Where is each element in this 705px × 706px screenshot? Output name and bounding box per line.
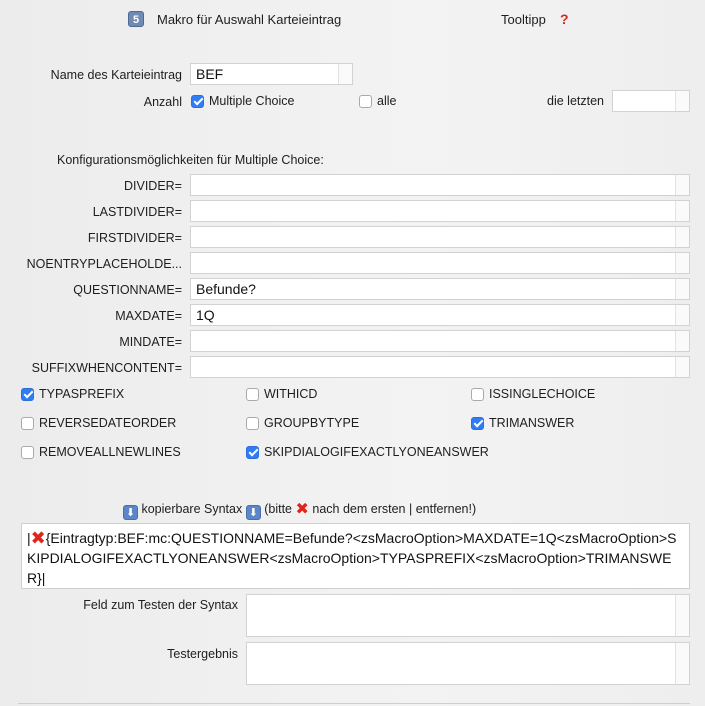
multiple-choice-checkbox[interactable]: [191, 94, 294, 108]
syntax-heading: [123, 501, 476, 520]
trimanswer-check-icon: [471, 417, 484, 430]
entry-name-value: BEF: [196, 66, 224, 82]
arrow-down-icon: ⬇: [123, 505, 138, 520]
test-result-label: Testergebnis: [167, 647, 238, 661]
suffixwhencontent-scrollbar[interactable]: [675, 357, 689, 377]
issinglechoice-checkbox[interactable]: [471, 387, 595, 401]
groupbytype-checkbox[interactable]: [246, 416, 359, 430]
firstdivider-scrollbar[interactable]: [675, 227, 689, 247]
removeallnewlines-check-icon: [21, 446, 34, 459]
anzahl-label: Anzahl: [143, 95, 182, 109]
lastdivider-scrollbar[interactable]: [675, 201, 689, 221]
test-field-label: Feld zum Testen der Syntax: [83, 598, 238, 612]
alle-check-icon: [359, 95, 372, 108]
typasprefix-check-icon: [21, 388, 34, 401]
entry-name-scrollbar[interactable]: [338, 64, 352, 84]
test-result-field[interactable]: [246, 642, 690, 685]
die-letzten-label: die letzten: [547, 94, 604, 108]
config-heading: Konfigurationsmöglichkeiten für Multiple Choice:: [57, 153, 324, 167]
questionname-scrollbar[interactable]: [675, 279, 689, 299]
reversedateorder-label: REVERSEDATEORDER: [39, 416, 177, 430]
trimanswer-checkbox[interactable]: [471, 416, 574, 430]
questionname-label: QUESTIONNAME=: [73, 283, 182, 297]
macro-title: Makro für Auswahl Karteieintrag: [157, 12, 342, 27]
entry-name-label: Name des Karteieintrag: [50, 68, 182, 82]
divider-label: DIVIDER=: [123, 179, 182, 193]
lastdivider-field[interactable]: [190, 200, 690, 222]
die-letzten-field[interactable]: [612, 90, 690, 112]
skipdialog-label: SKIPDIALOGIFEXACTLYONEANSWER: [264, 445, 489, 459]
bottom-divider: [18, 703, 690, 704]
arrow-down-icon: ⬇: [246, 505, 261, 520]
mindate-label: MINDATE=: [119, 335, 182, 349]
noentryplaceholder-label: NOENTRYPLACEHOLDE...: [26, 257, 182, 271]
syntax-heading-bitte: (bitte: [264, 502, 293, 516]
test-result-scrollbar[interactable]: [675, 643, 689, 684]
divider-scrollbar[interactable]: [675, 175, 689, 195]
mindate-field[interactable]: [190, 330, 690, 352]
reversedateorder-check-icon: [21, 417, 34, 430]
step-number-badge: 5: [128, 11, 144, 27]
multiple-choice-check-icon: [191, 95, 204, 108]
maxdate-scrollbar[interactable]: [675, 305, 689, 325]
suffixwhencontent-label: SUFFIXWHENCONTENT=: [31, 361, 182, 375]
entry-name-field[interactable]: [190, 63, 353, 85]
syntax-start-bar: |: [27, 530, 31, 546]
noentryplaceholder-scrollbar[interactable]: [675, 253, 689, 273]
skipdialog-check-icon: [246, 446, 259, 459]
trimanswer-label: TRIMANSWER: [489, 416, 575, 430]
lastdivider-label: LASTDIVIDER=: [92, 205, 182, 219]
withicd-checkbox[interactable]: [246, 387, 317, 401]
issinglechoice-check-icon: [471, 388, 484, 401]
reversedateorder-checkbox[interactable]: [21, 416, 176, 430]
questionname-field[interactable]: [190, 278, 690, 300]
groupbytype-check-icon: [246, 417, 259, 430]
question-mark-icon[interactable]: ?: [560, 11, 569, 27]
questionname-value: Befunde?: [196, 281, 256, 297]
syntax-heading-prefix: kopierbare Syntax: [141, 502, 243, 516]
test-syntax-scrollbar[interactable]: [675, 595, 689, 636]
red-x-icon: ✖: [30, 528, 46, 548]
typasprefix-label: TYPASPREFIX: [39, 387, 125, 401]
removeallnewlines-checkbox[interactable]: [21, 445, 181, 459]
maxdate-value: 1Q: [196, 307, 215, 323]
issinglechoice-label: ISSINGLECHOICE: [489, 387, 596, 401]
firstdivider-label: FIRSTDIVIDER=: [87, 231, 182, 245]
syntax-body: {Eintragtyp:BEF:mc:QUESTIONNAME=Befunde?<zsMacroOption>MAXDATE=1Q<zsMacroOption>SKIPDIALOGIFEXACTLYONEANSWER<zsMacroOption>TYPASPREFIX<zsMacroOption>TRIMANSWER}|: [27, 530, 677, 586]
maxdate-label: MAXDATE=: [115, 309, 182, 323]
tooltip-label: Tooltipp: [501, 12, 546, 27]
withicd-label: WITHICD: [264, 387, 318, 401]
noentryplaceholder-field[interactable]: [190, 252, 690, 274]
typasprefix-checkbox[interactable]: [21, 387, 124, 401]
syntax-output[interactable]: [21, 523, 690, 589]
alle-checkbox[interactable]: [359, 94, 396, 108]
die-letzten-scrollbar[interactable]: [675, 91, 689, 111]
alle-label: alle: [377, 94, 397, 108]
withicd-check-icon: [246, 388, 259, 401]
test-syntax-field[interactable]: [246, 594, 690, 637]
firstdivider-field[interactable]: [190, 226, 690, 248]
removeallnewlines-label: REMOVEALLNEWLINES: [39, 445, 181, 459]
mindate-scrollbar[interactable]: [675, 331, 689, 351]
divider-field[interactable]: [190, 174, 690, 196]
multiple-choice-label: Multiple Choice: [209, 94, 295, 108]
suffixwhencontent-field[interactable]: [190, 356, 690, 378]
groupbytype-label: GROUPBYTYPE: [264, 416, 360, 430]
maxdate-field[interactable]: [190, 304, 690, 326]
skipdialog-checkbox[interactable]: [246, 445, 489, 459]
syntax-heading-suffix: nach dem ersten | entfernen!): [312, 502, 477, 516]
red-x-icon: ✖: [295, 501, 309, 518]
